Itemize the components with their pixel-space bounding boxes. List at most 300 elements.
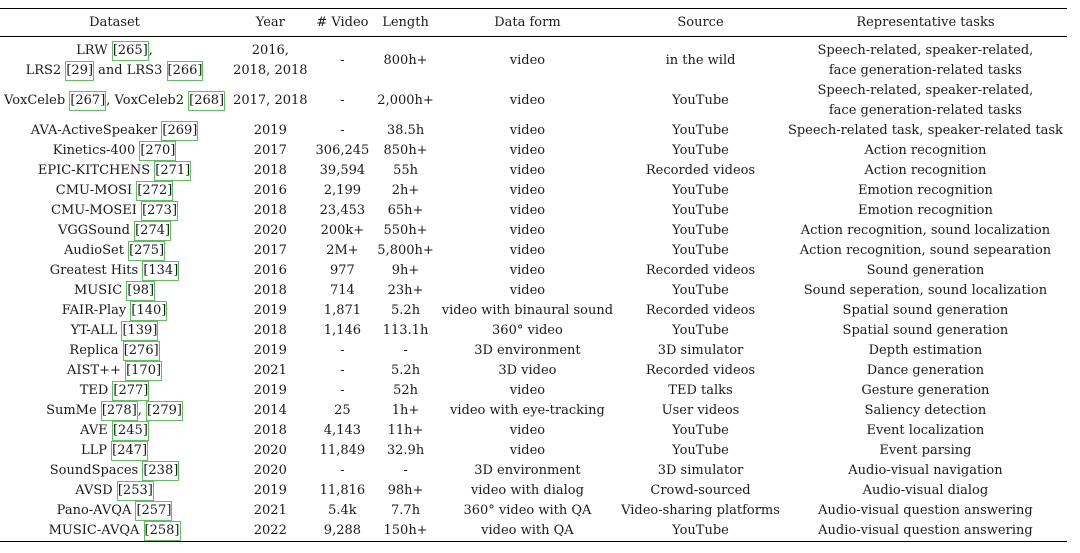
cell-length-text: 7.7h (391, 503, 421, 518)
cell-video-count-text: - (340, 363, 345, 378)
cell-video-count-text: - (340, 53, 345, 68)
cell-data-form-text: video (509, 423, 546, 438)
citation-link[interactable]: [271] (154, 161, 191, 181)
cell-length (373, 481, 437, 501)
cell-video-count (312, 341, 374, 361)
cell-length-text: 2,000h+ (377, 93, 434, 108)
cell-video-count-text: 25 (334, 403, 351, 418)
cell-source-text: Recorded videos (645, 303, 756, 318)
cell-video-count (312, 441, 374, 461)
cell-video-count (312, 201, 374, 221)
cell-length (373, 361, 437, 381)
cell-dataset-text: Greatest Hits [134] (4, 261, 225, 281)
citation-link[interactable]: [238] (142, 461, 179, 481)
table-row (0, 241, 1067, 261)
cell-length (373, 37, 437, 82)
cell-length-text: 800h+ (383, 53, 428, 68)
cell-year-text: 2019 (253, 343, 287, 358)
cell-length (373, 281, 437, 301)
table-row (0, 141, 1067, 161)
cell-tasks-text: Spatial sound generation (842, 323, 1009, 338)
cell-dataset-text: Kinetics-400 [270] (4, 141, 225, 161)
cell-video-count-text: 200k+ (320, 223, 365, 238)
cell-video-count (312, 361, 374, 381)
cell-length-text: 2h+ (391, 183, 420, 198)
cell-dataset (0, 341, 229, 361)
cell-source-text: YouTube (672, 443, 729, 458)
citation-link[interactable]: [279] (146, 401, 183, 421)
cell-source-text: YouTube (672, 423, 729, 438)
cell-data-form (438, 441, 617, 461)
cell-data-form-text: video (509, 383, 546, 398)
cell-year-text: 2016 (253, 183, 287, 198)
cell-source (617, 281, 784, 301)
cell-source-text: Video-sharing platforms (621, 503, 780, 518)
cell-year (229, 321, 311, 341)
cell-source-text: YouTube (672, 283, 729, 298)
citation-link[interactable]: [269] (161, 121, 198, 141)
cell-data-form (438, 421, 617, 441)
cell-dataset-text: Replica [276] (4, 341, 225, 361)
citation-link[interactable]: [29] (65, 61, 94, 81)
cell-dataset (0, 521, 229, 542)
cell-year-text: 2020 (253, 223, 287, 238)
cell-source-text: YouTube (672, 143, 729, 158)
cell-year (229, 301, 311, 321)
cell-video-count (312, 261, 374, 281)
citation-link[interactable]: [267] (69, 91, 106, 111)
cell-source-text: YouTube (672, 223, 729, 238)
cell-tasks (784, 221, 1067, 241)
cell-dataset-text: FAIR-Play [140] (4, 301, 225, 321)
cell-data-form (438, 461, 617, 481)
cell-length-text: 1h+ (391, 403, 420, 418)
cell-tasks (784, 461, 1067, 481)
cell-dataset-text: SoundSpaces [238] (4, 461, 225, 481)
cell-dataset (0, 481, 229, 501)
cell-dataset (0, 421, 229, 441)
cell-data-form (438, 501, 617, 521)
cell-dataset-text: AVA-ActiveSpeaker [269] (4, 121, 225, 141)
cell-video-count (312, 301, 374, 321)
cell-data-form-text: video (509, 123, 546, 138)
cell-length-text: 52h (393, 383, 418, 398)
table-row (0, 281, 1067, 301)
cell-data-form (438, 301, 617, 321)
cell-year-text: 2018 (253, 423, 287, 438)
cell-length-text: 850h+ (383, 143, 428, 158)
cell-video-count (312, 141, 374, 161)
cell-tasks (784, 321, 1067, 341)
cell-length (373, 261, 437, 281)
cell-data-form-text: video (509, 143, 546, 158)
cell-year (229, 381, 311, 401)
cell-year-text: 2017 (253, 243, 287, 258)
cell-year (229, 201, 311, 221)
table-row (0, 181, 1067, 201)
table-row (0, 321, 1067, 341)
cell-year (229, 121, 311, 141)
cell-data-form-text: video (509, 443, 546, 458)
citation-link[interactable]: [270] (139, 141, 176, 161)
cell-tasks (784, 121, 1067, 141)
cell-data-form-text: video (509, 93, 546, 108)
cell-data-form-text: 360° video (492, 323, 563, 338)
cell-length-text: 113.1h (382, 323, 429, 338)
cell-source-text: Crowd-sourced (650, 483, 751, 498)
cell-source-text: YouTube (672, 523, 729, 538)
header-video-count: # Video (312, 9, 374, 37)
cell-tasks (784, 201, 1067, 221)
cell-data-form (438, 201, 617, 221)
cell-dataset-text: AVSD [253] (4, 481, 225, 501)
cell-dataset (0, 81, 229, 121)
cell-year-text: 2016, (251, 43, 289, 58)
citation-link[interactable]: [253] (117, 481, 154, 501)
cell-year (229, 261, 311, 281)
cell-data-form (438, 281, 617, 301)
cell-tasks (784, 181, 1067, 201)
cell-year-text: 2018 (253, 283, 287, 298)
cell-source (617, 421, 784, 441)
cell-source-text: User videos (661, 403, 740, 418)
cell-source (617, 481, 784, 501)
cell-data-form (438, 481, 617, 501)
citation-link[interactable]: [274] (134, 221, 171, 241)
cell-year-text: 2017 (253, 143, 287, 158)
citation-link[interactable]: [276] (123, 341, 160, 361)
cell-year (229, 221, 311, 241)
cell-year-text: 2017, 2018 (233, 93, 308, 108)
cell-source-text: Recorded videos (645, 263, 756, 278)
cell-tasks-text: Event parsing (879, 443, 972, 458)
cell-video-count-text: 2,199 (323, 183, 362, 198)
citation-link[interactable]: [170] (125, 361, 162, 381)
cell-length (373, 301, 437, 321)
cell-length (373, 121, 437, 141)
cell-video-count (312, 181, 374, 201)
cell-dataset-text: LRW [265], (4, 41, 225, 61)
cell-length-text: 150h+ (383, 523, 428, 538)
cell-year-text: 2021 (253, 503, 287, 518)
cell-year (229, 281, 311, 301)
cell-source (617, 321, 784, 341)
table-row (0, 121, 1067, 141)
cell-data-form (438, 361, 617, 381)
cell-dataset-text: CMU-MOSI [272] (4, 181, 225, 201)
cell-tasks-text: Audio-visual question answering (818, 503, 1033, 518)
cell-tasks (784, 261, 1067, 281)
citation-link[interactable]: [272] (136, 181, 173, 201)
cell-length-text: 550h+ (383, 223, 428, 238)
cell-year (229, 241, 311, 261)
cell-dataset (0, 301, 229, 321)
cell-dataset (0, 401, 229, 421)
cell-tasks (784, 381, 1067, 401)
cell-source-text: TED talks (668, 383, 733, 398)
cell-tasks-text-line2: face generation-related tasks (828, 103, 1022, 118)
cell-video-count (312, 501, 374, 521)
cell-tasks-text: Sound seperation, sound localization (803, 283, 1048, 298)
cell-source (617, 381, 784, 401)
cell-data-form (438, 221, 617, 241)
cell-tasks-text: Dance generation (866, 363, 985, 378)
cell-video-count-text: 306,245 (315, 143, 370, 158)
citation-link[interactable]: [277] (112, 381, 149, 401)
header-tasks: Representative tasks (784, 9, 1067, 37)
cell-tasks (784, 241, 1067, 261)
cell-length-text: 9h+ (391, 263, 420, 278)
cell-video-count (312, 381, 374, 401)
cell-data-form-text: 3D environment (474, 343, 581, 358)
cell-dataset (0, 461, 229, 481)
table-row (0, 221, 1067, 241)
citation-link[interactable]: [278] (101, 401, 138, 421)
cell-source-text: 3D simulator (657, 343, 744, 358)
cell-dataset (0, 281, 229, 301)
cell-length (373, 341, 437, 361)
cell-length-text: 5.2h (391, 363, 421, 378)
cell-tasks (784, 441, 1067, 461)
cell-data-form (438, 401, 617, 421)
cell-dataset (0, 321, 229, 341)
cell-length (373, 321, 437, 341)
header-year: Year (229, 9, 311, 37)
cell-video-count (312, 481, 374, 501)
cell-data-form (438, 321, 617, 341)
citation-link[interactable]: [275] (128, 241, 165, 261)
cell-dataset-text: SumMe [278], [279] (4, 401, 225, 421)
cell-year-text: 2014 (253, 403, 287, 418)
cell-dataset (0, 361, 229, 381)
cell-length-text: 55h (393, 163, 418, 178)
cell-source (617, 221, 784, 241)
cell-source (617, 521, 784, 542)
table-row (0, 521, 1067, 542)
cell-data-form (438, 521, 617, 542)
cell-dataset (0, 121, 229, 141)
cell-data-form (438, 81, 617, 121)
cell-dataset (0, 181, 229, 201)
cell-length-text: 5.2h (391, 303, 421, 318)
cell-data-form-text: video (509, 53, 546, 68)
cell-data-form (438, 381, 617, 401)
table-body (0, 37, 1067, 542)
cell-tasks-text: Sound generation (866, 263, 985, 278)
cell-year-text: 2019 (253, 483, 287, 498)
cell-source (617, 441, 784, 461)
cell-tasks (784, 341, 1067, 361)
cell-video-count-text: 2M+ (326, 243, 359, 258)
cell-dataset (0, 201, 229, 221)
cell-source (617, 501, 784, 521)
citation-link[interactable]: [268] (188, 91, 225, 111)
cell-data-form-text: video (509, 283, 546, 298)
cell-length-text: 98h+ (387, 483, 424, 498)
cell-tasks-text: Depth estimation (868, 343, 983, 358)
cell-length-text: 38.5h (386, 123, 425, 138)
cell-source (617, 161, 784, 181)
dataset-table (0, 8, 1067, 542)
cell-video-count (312, 161, 374, 181)
cell-source-text: Recorded videos (645, 163, 756, 178)
cell-data-form-text: video (509, 263, 546, 278)
cell-year (229, 441, 311, 461)
cell-source-text: YouTube (672, 123, 729, 138)
cell-data-form-text: video (509, 203, 546, 218)
cell-tasks-text: Emotion recognition (858, 183, 993, 198)
cell-video-count-text: 1,146 (323, 323, 362, 338)
cell-length-text: 32.9h (386, 443, 425, 458)
cell-year-text-line2: 2018, 2018 (233, 63, 308, 78)
cell-dataset-text: MUSIC-AVQA [258] (4, 521, 225, 541)
cell-data-form (438, 241, 617, 261)
cell-year-text: 2019 (253, 123, 287, 138)
cell-year-text: 2021 (253, 363, 287, 378)
cell-dataset (0, 241, 229, 261)
cell-year (229, 161, 311, 181)
citation-link[interactable]: [134] (142, 261, 179, 281)
cell-dataset-text: CMU-MOSEI [273] (4, 201, 225, 221)
cell-data-form (438, 121, 617, 141)
citation-link[interactable]: [139] (121, 321, 158, 341)
cell-length (373, 141, 437, 161)
cell-video-count (312, 521, 374, 542)
cell-data-form-text: video with binaural sound (441, 303, 614, 318)
cell-year-text: 2018 (253, 203, 287, 218)
cell-video-count-text: - (340, 343, 345, 358)
cell-year-text: 2018 (253, 163, 287, 178)
cell-tasks (784, 161, 1067, 181)
cell-data-form-text: video (509, 183, 546, 198)
cell-year-text: 2020 (253, 463, 287, 478)
cell-length-text: 11h+ (387, 423, 424, 438)
cell-data-form-text: video with dialog (470, 483, 584, 498)
cell-data-form (438, 37, 617, 82)
cell-data-form (438, 141, 617, 161)
cell-tasks-text: Speech-related task, speaker-related task (787, 123, 1063, 138)
cell-tasks-text: Speech-related, speaker-related, (817, 83, 1034, 98)
table-row (0, 481, 1067, 501)
cell-tasks-text: Audio-visual navigation (848, 463, 1003, 478)
citation-link[interactable]: [257] (135, 501, 172, 521)
cell-dataset (0, 501, 229, 521)
cell-video-count (312, 81, 374, 121)
cell-source-text: 3D simulator (657, 463, 744, 478)
citation-link[interactable]: [266] (167, 61, 204, 81)
cell-data-form (438, 181, 617, 201)
header-length: Length (373, 9, 437, 37)
table-row (0, 441, 1067, 461)
cell-data-form (438, 161, 617, 181)
cell-year (229, 401, 311, 421)
cell-source-text: YouTube (672, 183, 729, 198)
cell-year (229, 181, 311, 201)
table-row (0, 37, 1067, 82)
cell-length-text: 23h+ (387, 283, 424, 298)
table-row (0, 461, 1067, 481)
table-row (0, 401, 1067, 421)
cell-dataset-text: MUSIC [98] (4, 281, 225, 301)
table-row (0, 81, 1067, 121)
cell-tasks (784, 361, 1067, 381)
cell-data-form-text: video (509, 243, 546, 258)
cell-data-form-text: video with eye-tracking (450, 403, 605, 418)
cell-tasks (784, 81, 1067, 121)
cell-source (617, 261, 784, 281)
cell-source-text: in the wild (665, 53, 736, 68)
cell-length-text: - (403, 463, 408, 478)
cell-tasks (784, 481, 1067, 501)
table-row (0, 501, 1067, 521)
cell-dataset-text: AudioSet [275] (4, 241, 225, 261)
cell-year (229, 81, 311, 121)
cell-source-text: YouTube (672, 203, 729, 218)
cell-tasks-text: Action recognition (864, 143, 987, 158)
cell-source (617, 241, 784, 261)
cell-dataset-text: TED [277] (4, 381, 225, 401)
citation-link[interactable]: [258] (144, 521, 181, 541)
cell-year-text: 2022 (253, 523, 287, 538)
cell-source (617, 361, 784, 381)
cell-source (617, 181, 784, 201)
cell-video-count-text: 11,816 (319, 483, 366, 498)
cell-data-form-text: video with QA (481, 523, 574, 538)
cell-tasks (784, 401, 1067, 421)
cell-year (229, 421, 311, 441)
cell-source (617, 141, 784, 161)
cell-tasks (784, 37, 1067, 82)
cell-video-count-text: - (340, 383, 345, 398)
table-row (0, 261, 1067, 281)
citation-link[interactable]: [273] (141, 201, 178, 221)
cell-source (617, 37, 784, 82)
cell-video-count (312, 241, 374, 261)
citation-link[interactable]: [98] (126, 281, 155, 301)
cell-tasks (784, 281, 1067, 301)
cell-dataset (0, 441, 229, 461)
cell-length (373, 501, 437, 521)
table-row (0, 341, 1067, 361)
cell-tasks-text: Emotion recognition (858, 203, 993, 218)
cell-data-form-text: 360° video with QA (463, 503, 592, 518)
cell-video-count-text: 5.4k (328, 503, 357, 518)
cell-dataset-text: EPIC-KITCHENS [271] (4, 161, 225, 181)
cell-video-count-text: - (340, 123, 345, 138)
cell-length-text: 65h+ (387, 203, 424, 218)
cell-data-form-text: 3D video (498, 363, 557, 378)
cell-source (617, 401, 784, 421)
citation-link[interactable]: [140] (130, 301, 167, 321)
citation-link[interactable]: [265] (112, 41, 149, 61)
cell-video-count (312, 281, 374, 301)
cell-source (617, 341, 784, 361)
cell-video-count-text: 23,453 (319, 203, 366, 218)
cell-dataset-text-line2: LRS2 [29] and LRS3 [266] (4, 61, 225, 81)
cell-year-text: 2018 (253, 323, 287, 338)
cell-length (373, 461, 437, 481)
citation-link[interactable]: [247] (111, 441, 148, 461)
cell-source (617, 121, 784, 141)
header-dataset: Dataset (0, 9, 229, 37)
cell-dataset (0, 381, 229, 401)
cell-source-text: YouTube (672, 323, 729, 338)
table-row (0, 301, 1067, 321)
cell-dataset-text: AIST++ [170] (4, 361, 225, 381)
cell-length (373, 81, 437, 121)
cell-video-count-text: 1,871 (323, 303, 362, 318)
citation-link[interactable]: [245] (112, 421, 149, 441)
